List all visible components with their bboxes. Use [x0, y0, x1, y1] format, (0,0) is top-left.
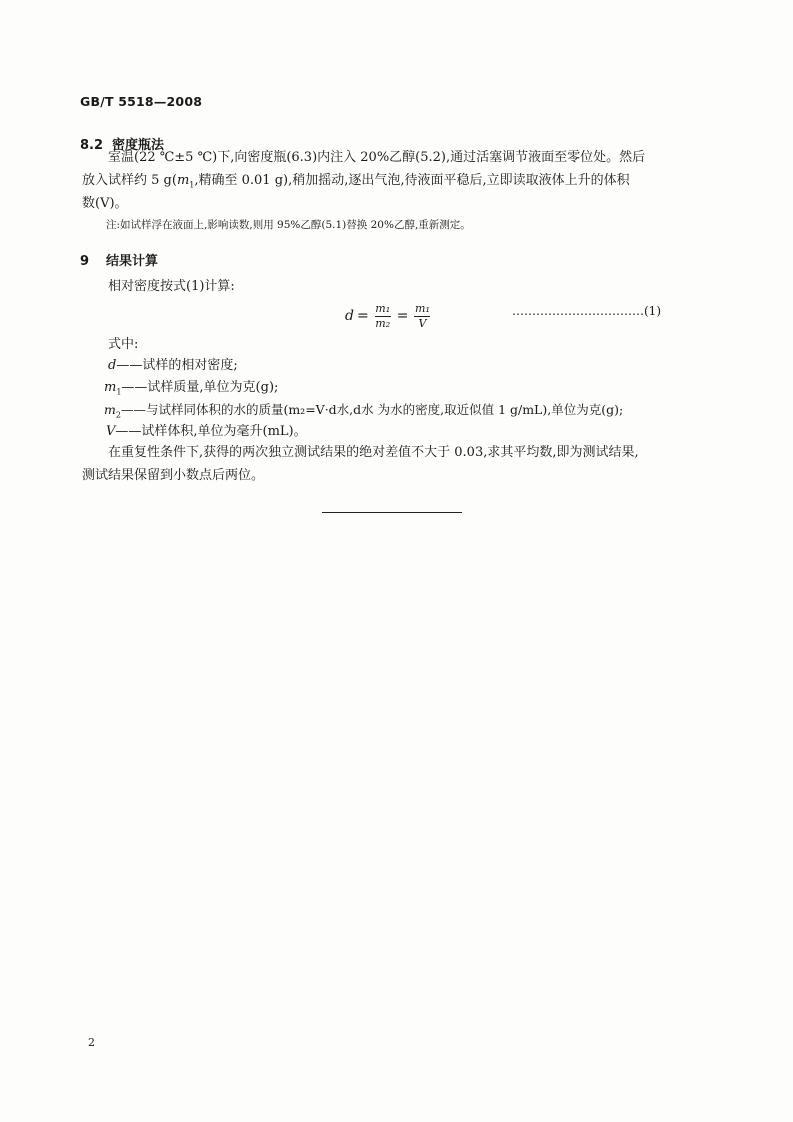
- section-title: 密度瓶法: [112, 138, 165, 153]
- section-number: 8.2: [80, 138, 104, 153]
- paragraph-line: 室温(22 ℃±5 ℃)下,向密度瓶(6.3)内注入 20%乙醇(5.2),通过活塞调节液面至零位处。然后: [108, 150, 646, 165]
- fraction: [375, 302, 391, 331]
- paragraph-line: 数(V)。: [82, 196, 128, 211]
- end-rule: [322, 512, 462, 513]
- section-number: 9: [80, 254, 90, 269]
- equals-sign: =: [356, 308, 369, 324]
- fraction: [414, 302, 430, 331]
- denominator: V: [418, 316, 427, 330]
- formula-1: [345, 298, 433, 334]
- paragraph-line: 在重复性条件下,获得的两次独立测试结果的绝对差值不大于 0.03,求其平均数,即为测试结果,: [108, 445, 639, 460]
- where-label: 式中:: [108, 337, 139, 352]
- numerator: m₁: [415, 301, 430, 315]
- equals-sign: =: [396, 308, 409, 324]
- paragraph-line: 测试结果保留到小数点后两位。: [82, 468, 265, 483]
- page-number: 2: [88, 1036, 95, 1049]
- definition-m1: $m_1——$试样质量,单位为克(g);: [104, 380, 279, 397]
- formula-intro: 相对密度按式(1)计算:: [108, 279, 235, 294]
- standard-code: GB/T 5518—2008: [80, 94, 203, 109]
- definition-d: d——试样的相对密度;: [108, 358, 238, 373]
- note: 注:如试样浮在液面上,影响读数,则用 95%乙醇(5.1)替换 20%乙醇,重新测定。: [106, 219, 471, 231]
- section-9-heading: [80, 250, 158, 269]
- definition-m2: $m_2——$与试样同体积的水的质量(m₂=V·d水,d水 为水的密度,取近似值 1 g/mL),单位为克(g);: [104, 402, 624, 420]
- paragraph-line: 放入试样约 5 $g(m_1$,精确至 0.01 g),稍加摇动,逐出气泡,待液面平稳后,立即读取液体上升的体积: [82, 173, 630, 190]
- section-title: 结果计算: [106, 254, 159, 269]
- numerator: m₁: [375, 301, 391, 315]
- formula-lhs: d: [345, 308, 354, 324]
- denominator: m₂: [375, 316, 391, 330]
- formula-number: ……………………………(1): [512, 304, 661, 318]
- definition-v: V——试样体积,单位为毫升(mL)。: [106, 424, 307, 439]
